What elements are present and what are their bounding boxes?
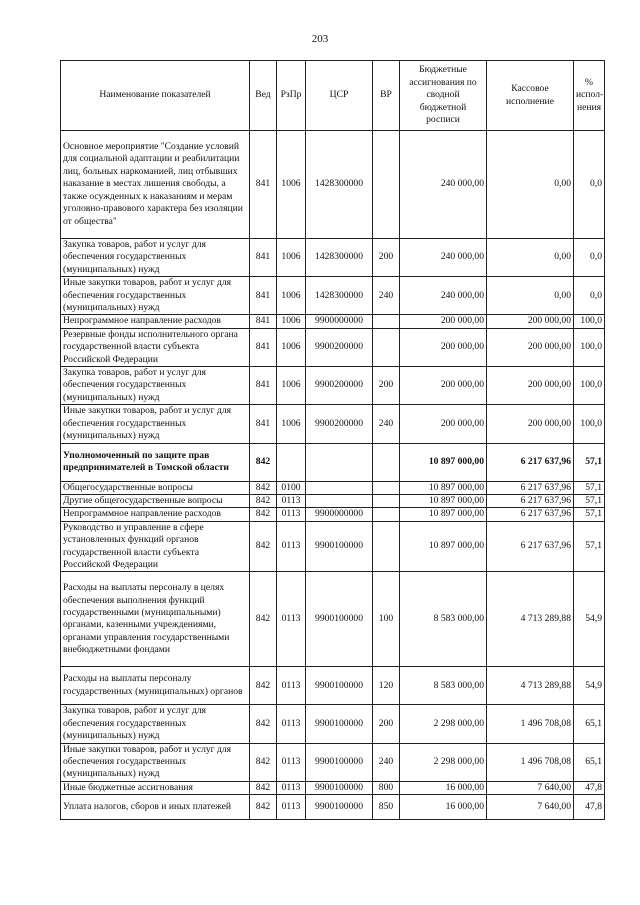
row-percent: 0,0	[574, 131, 605, 239]
row-vr	[373, 521, 400, 572]
row-name: Уплата налогов, сборов и иных платежей	[61, 795, 250, 820]
header-fact: Кассовое исполнение	[487, 61, 574, 131]
row-rzpr: 1006	[277, 315, 306, 328]
row-name: Резервные фонды исполнительного органа государственной власти субъекта Российской Федерации	[61, 328, 250, 366]
table-row	[61, 405, 605, 443]
row-percent: 57,1	[574, 508, 605, 521]
row-ved: 842	[250, 667, 277, 705]
table-row	[61, 781, 605, 794]
row-name: Основное мероприятие "Создание условий для социальной адаптации и реабилитации лиц, больных наркоманией, лиц отбывших наказание в местах лишения свободы, а также осужденных к наказаниям и мерам уголовно-правового характера без изоляции от общества"	[61, 131, 250, 239]
row-name: Иные закупки товаров, работ и услуг для обеспечения государственных (муниципальных) нужд	[61, 405, 250, 443]
row-vr: 200	[373, 239, 400, 277]
row-csr: 1428300000	[306, 131, 373, 239]
row-name: Непрограммное направление расходов	[61, 315, 250, 328]
row-plan: 2 298 000,00	[400, 743, 487, 781]
table-row	[61, 795, 605, 820]
row-ved: 841	[250, 328, 277, 366]
row-name: Общегосударственные вопросы	[61, 481, 250, 494]
row-csr: 9900000000	[306, 508, 373, 521]
row-percent: 100,0	[574, 315, 605, 328]
row-plan: 10 897 000,00	[400, 481, 487, 494]
row-ved: 841	[250, 277, 277, 315]
row-rzpr	[277, 443, 306, 481]
row-vr: 240	[373, 277, 400, 315]
row-ved: 841	[250, 405, 277, 443]
row-csr: 9900200000	[306, 328, 373, 366]
row-fact: 6 217 637,96	[487, 508, 574, 521]
row-vr	[373, 508, 400, 521]
row-fact: 200 000,00	[487, 328, 574, 366]
row-fact: 7 640,00	[487, 781, 574, 794]
row-percent: 65,1	[574, 743, 605, 781]
row-plan: 10 897 000,00	[400, 443, 487, 481]
row-vr	[373, 131, 400, 239]
row-plan: 16 000,00	[400, 781, 487, 794]
row-rzpr: 0113	[277, 508, 306, 521]
row-csr: 9900200000	[306, 367, 373, 405]
row-rzpr: 1006	[277, 131, 306, 239]
row-vr: 100	[373, 572, 400, 667]
row-ved: 842	[250, 705, 277, 743]
row-vr	[373, 481, 400, 494]
row-fact: 6 217 637,96	[487, 481, 574, 494]
row-ved: 842	[250, 795, 277, 820]
row-csr	[306, 443, 373, 481]
row-vr: 800	[373, 781, 400, 794]
row-name: Уполномоченный по защите прав предпринимателей в Томской области	[61, 443, 250, 481]
row-name: Непрограммное направление расходов	[61, 508, 250, 521]
row-vr: 200	[373, 705, 400, 743]
budget-table	[60, 60, 605, 820]
row-csr: 9900100000	[306, 795, 373, 820]
row-fact: 6 217 637,96	[487, 494, 574, 507]
row-percent: 57,1	[574, 443, 605, 481]
row-name: Иные закупки товаров, работ и услуг для обеспечения государственных (муниципальных) нужд	[61, 743, 250, 781]
row-plan: 200 000,00	[400, 367, 487, 405]
row-fact: 4 713 289,88	[487, 667, 574, 705]
row-ved: 842	[250, 443, 277, 481]
row-name: Расходы на выплаты персоналу государственных (муниципальных) органов	[61, 667, 250, 705]
row-plan: 200 000,00	[400, 315, 487, 328]
row-vr: 240	[373, 743, 400, 781]
table-row	[61, 743, 605, 781]
row-plan: 8 583 000,00	[400, 572, 487, 667]
row-csr: 9900100000	[306, 781, 373, 794]
row-csr	[306, 481, 373, 494]
row-csr: 9900100000	[306, 521, 373, 572]
table-row	[61, 239, 605, 277]
row-name: Руководство и управление в сфере установленных функций органов государственной власти субъекта Российской Федерации	[61, 521, 250, 572]
row-plan: 240 000,00	[400, 239, 487, 277]
row-vr: 850	[373, 795, 400, 820]
row-ved: 842	[250, 521, 277, 572]
row-percent: 57,1	[574, 494, 605, 507]
row-csr: 9900100000	[306, 572, 373, 667]
header-plan: Бюджетные ассигнования по сводной бюджетной росписи	[400, 61, 487, 131]
row-name: Закупка товаров, работ и услуг для обеспечения государственных (муниципальных) нужд	[61, 367, 250, 405]
row-plan: 240 000,00	[400, 277, 487, 315]
table-row	[61, 315, 605, 328]
row-csr: 1428300000	[306, 239, 373, 277]
row-percent: 54,9	[574, 572, 605, 667]
row-plan: 8 583 000,00	[400, 667, 487, 705]
header-csr: ЦСР	[306, 61, 373, 131]
row-percent: 54,9	[574, 667, 605, 705]
table-row	[61, 443, 605, 481]
row-fact: 1 496 708,08	[487, 705, 574, 743]
row-csr: 9900100000	[306, 743, 373, 781]
table-row	[61, 494, 605, 507]
row-percent: 57,1	[574, 481, 605, 494]
row-vr: 200	[373, 367, 400, 405]
header-rzpr: РзПр	[277, 61, 306, 131]
table-header-row	[61, 61, 605, 131]
row-csr	[306, 494, 373, 507]
row-csr: 9900200000	[306, 405, 373, 443]
row-ved: 841	[250, 315, 277, 328]
row-name: Иные бюджетные ассигнования	[61, 781, 250, 794]
row-name: Закупка товаров, работ и услуг для обеспечения государственных (муниципальных) нужд	[61, 239, 250, 277]
row-plan: 10 897 000,00	[400, 508, 487, 521]
row-plan: 16 000,00	[400, 795, 487, 820]
header-percent: % испол-нения	[574, 61, 605, 131]
row-csr: 9900000000	[306, 315, 373, 328]
row-name: Иные закупки товаров, работ и услуг для обеспечения государственных (муниципальных) нужд	[61, 277, 250, 315]
table-row	[61, 705, 605, 743]
row-vr	[373, 315, 400, 328]
row-rzpr: 0113	[277, 795, 306, 820]
row-rzpr: 1006	[277, 277, 306, 315]
table-row	[61, 521, 605, 572]
row-ved: 841	[250, 131, 277, 239]
row-csr: 1428300000	[306, 277, 373, 315]
row-name: Другие общегосударственные вопросы	[61, 494, 250, 507]
row-percent: 47,8	[574, 795, 605, 820]
row-fact: 1 496 708,08	[487, 743, 574, 781]
row-percent: 100,0	[574, 367, 605, 405]
row-rzpr: 0113	[277, 705, 306, 743]
row-ved: 842	[250, 572, 277, 667]
page-number: 203	[311, 33, 329, 45]
row-ved: 841	[250, 367, 277, 405]
row-name: Закупка товаров, работ и услуг для обеспечения государственных (муниципальных) нужд	[61, 705, 250, 743]
row-ved: 842	[250, 781, 277, 794]
table-row	[61, 367, 605, 405]
row-fact: 6 217 637,96	[487, 521, 574, 572]
table-row	[61, 328, 605, 366]
table-row	[61, 667, 605, 705]
row-vr	[373, 494, 400, 507]
row-percent: 65,1	[574, 705, 605, 743]
row-percent: 0,0	[574, 277, 605, 315]
row-rzpr: 0113	[277, 667, 306, 705]
row-plan: 2 298 000,00	[400, 705, 487, 743]
row-plan: 200 000,00	[400, 328, 487, 366]
row-rzpr: 0113	[277, 521, 306, 572]
table-row	[61, 277, 605, 315]
row-rzpr: 1006	[277, 239, 306, 277]
table-row	[61, 131, 605, 239]
header-vr: ВР	[373, 61, 400, 131]
row-percent: 100,0	[574, 328, 605, 366]
row-vr: 240	[373, 405, 400, 443]
row-fact: 200 000,00	[487, 405, 574, 443]
row-percent: 57,1	[574, 521, 605, 572]
row-csr: 9900100000	[306, 667, 373, 705]
header-name: Наименование показателей	[61, 61, 250, 131]
row-plan: 10 897 000,00	[400, 494, 487, 507]
row-rzpr: 1006	[277, 405, 306, 443]
header-ved: Вед	[250, 61, 277, 131]
table-row	[61, 508, 605, 521]
row-percent: 47,8	[574, 781, 605, 794]
row-fact: 7 640,00	[487, 795, 574, 820]
row-vr	[373, 443, 400, 481]
table-row	[61, 572, 605, 667]
row-vr	[373, 328, 400, 366]
row-fact: 200 000,00	[487, 315, 574, 328]
row-plan: 240 000,00	[400, 131, 487, 239]
row-fact: 4 713 289,88	[487, 572, 574, 667]
row-fact: 0,00	[487, 131, 574, 239]
row-csr: 9900100000	[306, 705, 373, 743]
row-fact: 200 000,00	[487, 367, 574, 405]
row-rzpr: 0113	[277, 572, 306, 667]
row-fact: 0,00	[487, 277, 574, 315]
row-fact: 0,00	[487, 239, 574, 277]
table-row	[61, 481, 605, 494]
row-ved: 842	[250, 494, 277, 507]
row-rzpr: 1006	[277, 328, 306, 366]
row-plan: 10 897 000,00	[400, 521, 487, 572]
row-ved: 842	[250, 743, 277, 781]
row-rzpr: 0113	[277, 743, 306, 781]
row-rzpr: 0113	[277, 494, 306, 507]
row-percent: 0,0	[574, 239, 605, 277]
row-rzpr: 0113	[277, 781, 306, 794]
row-name: Расходы на выплаты персоналу в целях обеспечения выполнения функций государственными (муниципальными) органами, казенными учреждениями, органами управления государственными внебюджетными фондами	[61, 572, 250, 667]
row-ved: 842	[250, 481, 277, 494]
row-rzpr: 0100	[277, 481, 306, 494]
row-rzpr: 1006	[277, 367, 306, 405]
row-vr: 120	[373, 667, 400, 705]
row-ved: 842	[250, 508, 277, 521]
row-plan: 200 000,00	[400, 405, 487, 443]
row-percent: 100,0	[574, 405, 605, 443]
row-fact: 6 217 637,96	[487, 443, 574, 481]
row-ved: 841	[250, 239, 277, 277]
